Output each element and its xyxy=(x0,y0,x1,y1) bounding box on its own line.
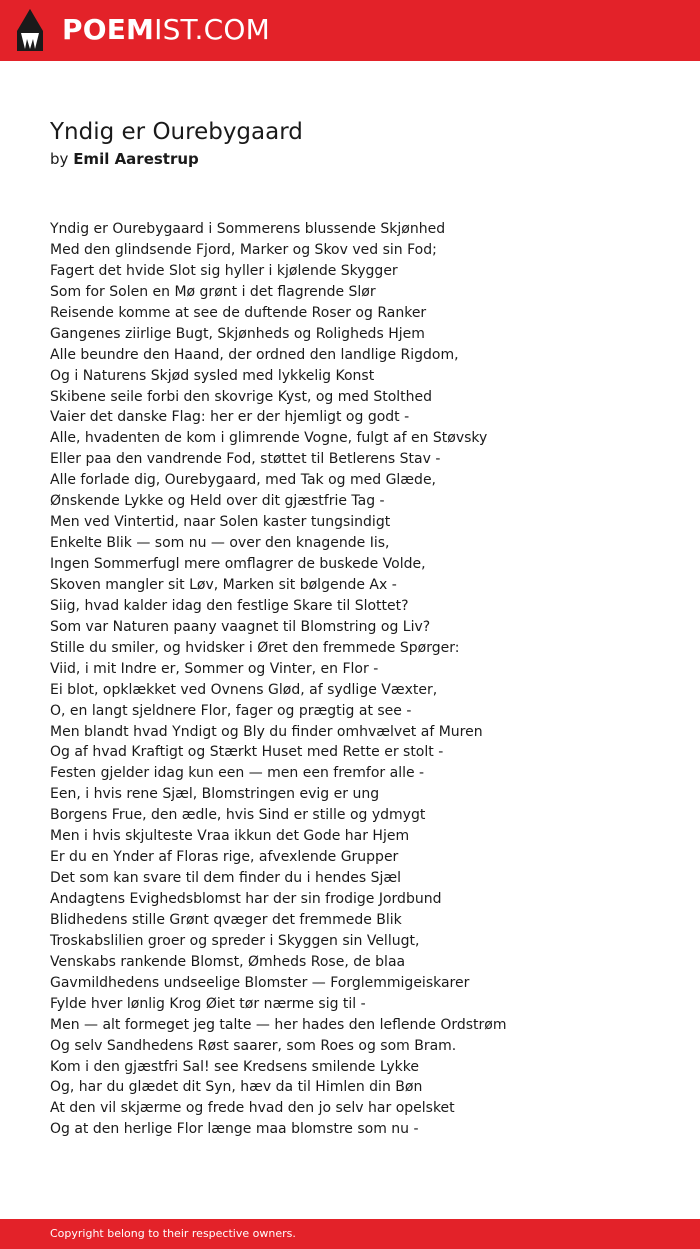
poem-line: Een, i hvis rene Sjæl, Blomstringen evig er ung xyxy=(50,786,380,803)
poem-line: Ønskende Lykke og Held over dit gjæstfrie Tag - xyxy=(50,493,385,510)
poem-line: Gangenes ziirlige Bugt, Skjønheds og Roligheds Hjem xyxy=(50,325,425,342)
poem-line: Borgens Frue, den ædle, hvis Sind er stille og ydmygt xyxy=(50,807,426,824)
poem-line: Gavmildhedens undseelige Blomster — Forglemmigeiskarer xyxy=(50,974,470,991)
byline xyxy=(50,149,199,169)
poem-title: Yndig er Ourebygaard xyxy=(50,119,303,145)
poem-line: Fylde hver lønlig Krog Øiet tør nærme sig til - xyxy=(50,995,366,1012)
poem-line: Ingen Sommerfugl mere omflagrer de buskede Volde, xyxy=(50,556,426,572)
poem-line: Viid, i mit Indre er, Sommer og Vinter, en Flor - xyxy=(50,660,379,677)
poem-line: Troskabslilien groer og spreder i Skyggen sin Vellugt, xyxy=(50,932,420,949)
poem-line: At den vil skjærme og frede hvad den jo selv har opelsket xyxy=(50,1100,455,1117)
by-label: by xyxy=(50,150,69,168)
poem-line: Alle beundre den Haand, der ordned den landlige Rigdom, xyxy=(50,346,459,363)
site-header xyxy=(0,0,700,61)
poem-line: Enkelte Blik — som nu — over den knagende Iis, xyxy=(50,535,390,552)
poem-line: Men blandt hvad Yndigt og Bly du finder omhvælvet af Muren xyxy=(50,723,483,740)
poem-line: Er du en Ynder af Floras rige, afvexlende Grupper xyxy=(50,849,399,866)
poem-line: Men i hvis skjulteste Vraa ikkun det Gode har Hjem xyxy=(50,828,410,845)
poem-line: Og at den herlige Flor længe maa blomstre som nu - xyxy=(50,1121,419,1138)
poem-line: Eller paa den vandrende Fod, støttet til Betlerens Stav - xyxy=(50,451,441,468)
poem-line: Alle forlade dig, Ourebygaard, med Tak og med Glæde, xyxy=(50,472,437,489)
brand-light: IST.COM xyxy=(154,13,270,46)
poem-line: Kom i den gjæstfri Sal! see Kredsens smilende Lykke xyxy=(50,1058,419,1075)
poem-line: Vaier det danske Flag: her er der hjemligt og godt - xyxy=(50,409,410,426)
poem-body xyxy=(50,219,670,1140)
poem-line: Festen gjelder idag kun een — men een fremfor alle - xyxy=(50,765,425,782)
poem-line: Og af hvad Kraftigt og Stærkt Huset med Rette er stolt - xyxy=(50,744,444,761)
poem-line: Skibene seile forbi den skovrige Kyst, og med Stolthed xyxy=(50,388,433,405)
poem-line: Reisende komme at see de duftende Roser og Ranker xyxy=(50,304,427,321)
poem-line: Det som kan svare til dem finder du i hendes Sjæl xyxy=(50,870,401,887)
poem-line: Blidhedens stille Grønt qvæger det fremmede Blik xyxy=(50,911,402,928)
poem-line: Med den glindsende Fjord, Marker og Skov ved sin Fod; xyxy=(50,241,437,258)
poem-line: Andagtens Evighedsblomst har der sin frodige Jordbund xyxy=(50,891,442,907)
poem-line: Venskabs rankende Blomst, Ømheds Rose, de blaa xyxy=(50,953,406,970)
poem-line: Fagert det hvide Slot sig hyller i kjølende Skygger xyxy=(50,262,398,279)
poem-line: Og i Naturens Skjød sysled med lykkelig Konst xyxy=(50,367,375,384)
poem-line: Alle, hvadenten de kom i glimrende Vogne, fulgt af en Støvsky xyxy=(50,430,488,447)
poem-line: Som var Naturen paany vaagnet til Blomstring og Liv? xyxy=(50,618,431,635)
poem-line: Men ved Vintertid, naar Solen kaster tungsindigt xyxy=(50,514,391,531)
poem-line: Stille du smiler, og hvidsker i Øret den fremmede Spørger: xyxy=(50,639,460,656)
site-footer xyxy=(0,1219,700,1249)
poem-line: Skoven mangler sit Løv, Marken sit bølgende Ax - xyxy=(50,576,397,593)
pencil-tip-icon[interactable] xyxy=(17,9,43,51)
poem-line: Ei blot, opklækket ved Ovnens Glød, af sydlige Væxter, xyxy=(50,681,438,698)
poem-line: Og selv Sandhedens Røst saarer, som Roes og som Bram. xyxy=(50,1037,457,1054)
poem-line: Som for Solen en Mø grønt i det flagrende Slør xyxy=(50,283,376,300)
site-logo-text[interactable] xyxy=(62,12,270,48)
poem-line: Siig, hvad kalder idag den festlige Skare til Slottet? xyxy=(50,597,409,614)
poem-line: Yndig er Ourebygaard i Sommerens blussende Skjønhed xyxy=(50,221,446,237)
author-name: Emil Aarestrup xyxy=(73,150,199,168)
brand-bold: POEM xyxy=(62,13,155,46)
poem-line: Men — alt formeget jeg talte — her hades den leflende Ordstrøm xyxy=(50,1016,507,1033)
poem-line: Og, har du glædet dit Syn, hæv da til Himlen din Bøn xyxy=(50,1079,423,1096)
poem-line: O, en langt sjeldnere Flor, fager og prægtig at see - xyxy=(50,702,412,719)
copyright-text: Copyright belong to their respective owners. xyxy=(50,1227,296,1240)
